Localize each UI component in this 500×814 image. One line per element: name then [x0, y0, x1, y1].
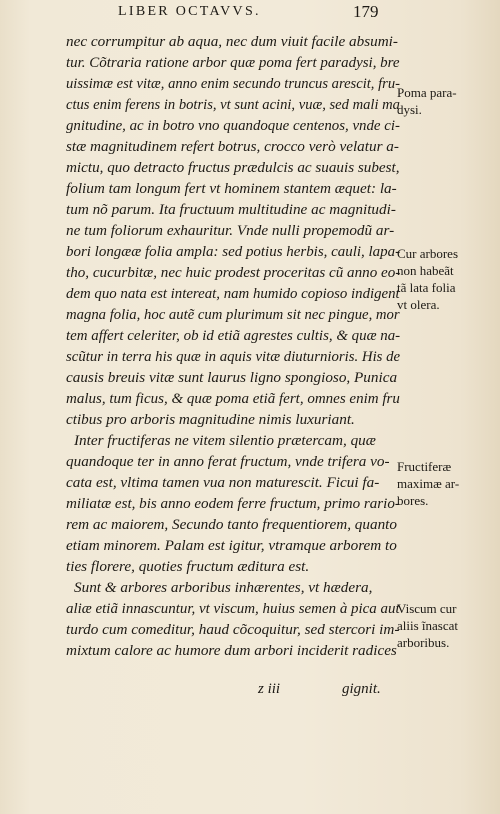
margin-note-line: Fructiferæ	[397, 459, 452, 474]
text-line: scũtur in terra his quæ in aquis vitæ diuturnioris. His de	[66, 348, 401, 365]
text-line: Sunt & arbores arboribus inhærentes, vt hædera,	[74, 579, 373, 596]
text-line: ctus enim ferens in botris, vt sunt acini, vuæ, sed mali ma	[66, 96, 400, 113]
text-line: Inter fructiferas ne vitem silentio prætercam, quæ	[74, 432, 376, 449]
text-line: tem affert celeriter, ob id etiã agrestes cultis, & quæ na-	[66, 327, 401, 344]
text-line: dem quo nata est intereat, nam humido copioso indigent	[66, 285, 400, 302]
text-line: ne tum foliorum exhauritur. Vnde nulli propemodũ ar-	[66, 222, 395, 239]
text-line: etiam minorem. Palam est igitur, vtramque arborem to	[66, 537, 397, 554]
text-line: gnitudine, ac in botro vno quandoque centenos, vnde ci-	[66, 117, 400, 134]
text-line: magna folia, hoc autẽ cum plurimum sit nec pingue, mor	[66, 306, 400, 323]
text-line: malus, tum ficus, & quæ poma etiã fert, omnes enim fru	[66, 390, 400, 407]
text-line: ties florere, quoties fructum æditura est.	[66, 558, 310, 575]
text-line: bori longææ folia ampla: sed potius herbis, cauli, lapa-	[66, 243, 401, 260]
text-line: nec corrumpitur ab aqua, nec dum viuit facile absumi-	[66, 33, 398, 50]
text-line: mictu, quo detracto fructus prædulcis ac suauis subest,	[66, 159, 400, 176]
margin-note-line: dysi.	[397, 102, 422, 117]
page-footer	[0, 681, 500, 703]
text-line: uissimæ est vitæ, anno enim secundo truncus arescit, fru-	[66, 75, 400, 92]
text-line: tho, cucurbitæ, nec huic prodest proceritas cũ anno eo-	[66, 264, 401, 281]
margin-note-cur-arbores	[397, 245, 497, 313]
text-line: miliatæ est, bis anno eodem ferre fructum, primo rario-	[66, 495, 400, 512]
margin-note-line: Poma para-	[397, 85, 457, 100]
text-line: turdo cum comeditur, haud cõcoquitur, sed stercori im-	[66, 621, 400, 638]
running-title: LIBER OCTAVVS.	[118, 4, 261, 19]
margin-note-line: non habeãt	[397, 263, 454, 278]
text-line: cata est, vltima tamen vua non maturescit. Ficui fa-	[66, 474, 380, 491]
margin-note-line: Cur arbores	[397, 246, 459, 261]
signature-mark: z iii	[258, 681, 281, 697]
margin-note-line: arboribus.	[397, 635, 450, 650]
page-number: 179	[353, 2, 379, 21]
margin-note-fructiferae	[397, 458, 497, 509]
margin-note-line: vt olera.	[397, 297, 440, 312]
margin-note-line: tã lata folia	[397, 280, 456, 295]
page-header	[0, 0, 500, 28]
text-line: ctibus pro arboris magnitudine nimis luxuriant.	[66, 411, 355, 428]
text-line: tum nõ parum. Ita fructuum multitudine ac magnitudi-	[66, 201, 396, 218]
text-line: rem ac maiorem, Secundo tanto frequentiorem, quanto	[66, 516, 397, 533]
catchword: gignit.	[342, 681, 381, 697]
text-line: stæ magnitudinem refert botrus, crocco verò velatur a-	[66, 138, 399, 155]
margin-note-line: bores.	[397, 493, 429, 508]
text-line: tur. Cõtraria ratione arbor quæ poma fert paradysi, bre	[66, 54, 400, 71]
text-line: aliæ etiã innascuntur, vt viscum, huius semen à pica aut	[66, 600, 400, 617]
margin-note-poma-paradysi	[397, 84, 497, 118]
margin-note-line: Viscum cur	[397, 601, 457, 616]
text-line: quandoque ter in anno ferat fructum, vnde trifera vo-	[66, 453, 390, 470]
text-line: mixtum calore ac humore dum arbori inciderit radices	[66, 642, 397, 659]
margin-note-line: maximæ ar-	[397, 476, 460, 491]
text-line: folium tam longum fert vt hominem stantem æquet: la-	[66, 180, 397, 197]
text-line: causis breuis vitæ sunt laurus ligno spongioso, Punica	[66, 369, 398, 386]
margin-note-viscum	[397, 600, 497, 651]
main-text-block	[66, 31, 400, 661]
margin-note-line: aliis ĩnascat	[397, 618, 459, 633]
